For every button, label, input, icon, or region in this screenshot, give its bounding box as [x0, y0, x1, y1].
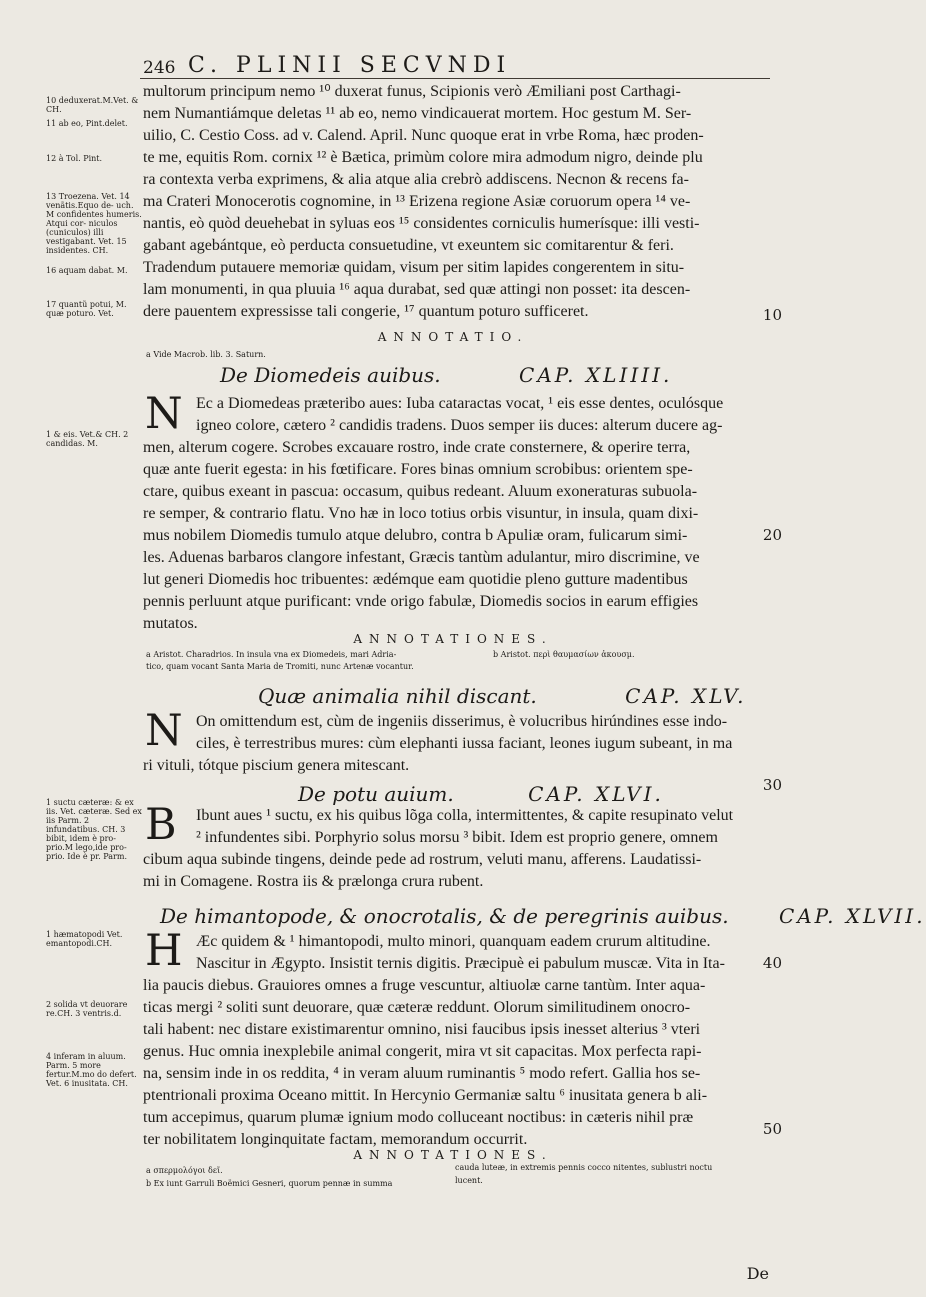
- text-line: nantis, eò quòd deuehebat in syluas eos ¹⁵ considentes corniculis humerísque: illi vesti-: [143, 215, 700, 232]
- text-line: mutatos.: [143, 615, 198, 632]
- text-line: ctare, quibus exeant in pascua: occasum, quibus redeant. Aluum exoneraturas subuola-: [143, 483, 698, 500]
- drop-cap: H: [145, 926, 183, 976]
- margin-note: 17 quantũ potui, M. quæ poturo. Vet.: [46, 300, 127, 318]
- annotationes-heading: ANNOTATIONES.: [353, 632, 553, 646]
- text-line: Æc quidem & ¹ himantopodi, multo minori, quanquam eadem crurum altitudine.: [196, 933, 711, 950]
- annotation-note: lucent.: [455, 1176, 483, 1185]
- annotation-note: b Aristot. περὶ θαυμασίων ἀκουσμ.: [493, 650, 635, 659]
- annotation-note: cauda luteæ, in extremis pennis cocco nitentes, sublustri noctu: [455, 1163, 713, 1172]
- chapter-number: CAP. XLV.: [625, 684, 747, 708]
- margin-note: 1 & eis. Vet.& CH. 2 candidas. M.: [46, 430, 129, 448]
- text-line: cibum aqua subinde tingens, deinde pede ad rostrum, veluti manu, afferens. Laudatissi-: [143, 851, 702, 868]
- margin-note: 4 inferam in aluum. Parm. 5 more fertur.M.mo do defert. Vet. 6 inusitata. CH.: [46, 1052, 137, 1088]
- text-line: ter nobilitatem longinquitate factam, memorandum occurrit.: [143, 1131, 528, 1148]
- drop-cap: B: [145, 800, 177, 850]
- chapter-title: [298, 782, 664, 806]
- text-line: Ibunt aues ¹ suctu, ex his quibus lõga colla, intermittentes, & capite resupinato velut: [196, 807, 734, 824]
- text-line: men, alterum cogere. Scrobes excauare rostro, inde crate consternere, & operire terra,: [143, 439, 691, 456]
- running-head: C. PLINII SECVNDI: [188, 53, 512, 78]
- chapter-number: CAP. XLIIII.: [519, 363, 673, 387]
- drop-cap: N: [145, 706, 183, 756]
- text-line: quæ ante fuerit egesta: in his fœtificare. Fores binas omnium scrobibus: orientem spe-: [143, 461, 693, 478]
- text-line: tali habent: nec distare existimarentur omnino, nisi faucibus ipsis inesset alterius ³ vteri: [143, 1021, 701, 1038]
- line-number: 40: [762, 954, 782, 972]
- text-line: gabant agebántque, eò perducta consuetudine, vt exeuntem sic comitarentur & feri.: [143, 237, 674, 254]
- chapter-title-text: De Diomedeis auibus.: [220, 363, 441, 387]
- header-rule: [140, 78, 770, 79]
- line-number: 10: [762, 306, 782, 324]
- text-line: igneo colore, cætero ² candidis tradens. Duos semper iis duces: alterum ducere ag-: [196, 417, 723, 434]
- text-line: tum accepimus, quarum plumæ ignium modo colluceant noctibus: in cæteris nihil præ: [143, 1109, 694, 1126]
- margin-note: 12 à Tol. Pint.: [46, 154, 103, 163]
- text-line: lut generi Diomedis hoc tribuentes: ædémque eam quotidie pleno gutture madentibus: [143, 571, 688, 588]
- margin-note: 16 aquam dabat. M.: [46, 266, 128, 275]
- text-line: ciles, è terrestribus mures: cùm elephanti iussa faciant, leones iugum subeant, in ma: [196, 735, 733, 752]
- text-line: mi in Comagene. Rostra iis & prælonga crura rubent.: [143, 873, 484, 890]
- annotation-note: a Vide Macrob. lib. 3. Saturn.: [146, 350, 266, 359]
- text-line: na, sensim inde in os reddita, ⁴ in veram aluum ruminantis ⁵ modo refert. Gallia hos se-: [143, 1065, 701, 1082]
- catchword: De: [746, 1264, 769, 1283]
- chapter-title: [258, 684, 746, 708]
- margin-note: 10 deduxerat.M.Vet. & CH.: [46, 96, 139, 114]
- chapter-title: [160, 904, 926, 928]
- text-line: uilio, C. Cestio Coss. ad v. Calend. April. Nunc quoque erat in vrbe Roma, hæc proden-: [143, 127, 704, 144]
- text-line: dere pauentem expressisse tali congerie, ¹⁷ quantum poturo sufficeret.: [143, 303, 589, 320]
- text-line: On omittendum est, cùm de ingeniis disserimus, è volucribus hirúndines esse indo-: [196, 713, 728, 730]
- chapter-title-text: De himantopode, & onocrotalis, & de peregrinis auibus.: [160, 904, 729, 928]
- text-line: ² infundentes sibi. Porphyrio solus morsu ³ bibit. Idem est proprio genere, omnem: [196, 829, 718, 846]
- text-line: genus. Huc omnia inexplebile animal congerit, mira vt sit capacitas. Mox perfecta rapi-: [143, 1043, 702, 1060]
- annotation-note: b Ex iunt Garruli Boëmici Gesneri, quorum pennæ in summa: [146, 1179, 393, 1188]
- text-line: re semper, & contrario flatu. Vno hæ in loco totius orbis visuntur, in insula, quam dixi-: [143, 505, 699, 522]
- annotation-note: a Aristot. Charadrios. In insula vna ex Diomedeis, mari Adria-: [146, 650, 397, 659]
- text-line: ptentrionali proxima Oceano mittit. In Hercynio Germaniæ saltu ⁶ inusitata genera b ali-: [143, 1087, 708, 1104]
- annotationes-heading: ANNOTATIONES.: [353, 1148, 553, 1162]
- annotatio-heading: ANNOTATIO.: [377, 330, 529, 344]
- text-line: ri vituli, tótque piscium genera mitescant.: [143, 757, 410, 774]
- drop-cap: N: [145, 389, 183, 439]
- text-line: pennis perluunt atque purificant: vnde origo fabulæ, Diomedis socios in earum effigies: [143, 593, 699, 610]
- margin-note: 11 ab eo, Pint.delet.: [46, 119, 128, 128]
- text-line: ma Crateri Monocerotis cognomine, in ¹³ Erizena regione Asiæ coruorum opera ¹⁴ ve-: [143, 193, 691, 210]
- line-number: 30: [762, 776, 782, 794]
- page-number: 246: [143, 58, 176, 78]
- text-line: ra contexta verba exprimens, & alia atque alia crebrò addiscens. Necnon & recens fa-: [143, 171, 689, 188]
- text-line: nem Numantiámque deletas ¹¹ ab eo, nemo vindicauerat mortem. Hoc gestum M. Ser-: [143, 105, 692, 122]
- margin-note: 13 Troezena. Vet. 14 venãtis.Equo de- uch. M confidentes humeris. Atqui cor- niculos (cuniculos) illi vestigabant. Vet. 15 insidentes. CH.: [46, 192, 142, 255]
- text-line: multorum principum nemo ¹⁰ duxerat funus, Scipionis verò Æmiliani post Carthagi-: [143, 83, 681, 100]
- text-line: les. Aduenas barbaros clangore infestant, Græcis tantùm adulantur, miro discrimine, ve: [143, 549, 700, 566]
- chapter-number: CAP. XLVI.: [528, 782, 664, 806]
- text-line: lia paucis diebus. Grauiores omnes a fruge vescuntur, altiuolæ carne tantùm. Inter aqua-: [143, 977, 706, 994]
- line-number: 50: [762, 1120, 782, 1138]
- line-number: 20: [762, 526, 782, 544]
- text-line: Nascitur in Ægypto. Insistit ternis digitis. Præcipuè ei pabulum muscæ. Vita in Ita-: [196, 955, 725, 972]
- text-line: lam monumenti, in qua pluuia ¹⁶ aqua durabat, sed quæ attingi non posset: ita descen-: [143, 281, 691, 298]
- chapter-title: [220, 363, 672, 387]
- annotation-note: a σπερμολόγοι δεῖ.: [146, 1166, 223, 1175]
- margin-note: 1 hæmatopodi Vet. emantopodi.CH.: [46, 930, 123, 948]
- margin-note: 1 suctu cæteræ: & ex iis. Vet. cæteræ. Sed ex iis Parm. 2 infundatibus. CH. 3 bibit, idem è pro- prio.M lego,ide pro- prio. Ide è pr. Parm.: [46, 798, 142, 861]
- text-line: Tradendum putauere memoriæ quidam, visum per sitim lapides congerentem in situ-: [143, 259, 685, 276]
- margin-note: 2 solida vt deuorare re.CH. 3 ventris.d.: [46, 1000, 128, 1018]
- text-line: ticas mergi ² soliti sunt deuorare, quæ cæteræ reddunt. Olorum similitudinem onocro-: [143, 999, 691, 1016]
- text-line: Ec a Diomedeas præteribo aues: Iuba cataractas vocat, ¹ eis esse dentes, oculósque: [196, 395, 724, 412]
- chapter-number: CAP. XLVII.: [778, 904, 926, 928]
- text-line: mus nobilem Diomedis tumulo atque delubro, contra b Apuliæ oram, fulicarum simi-: [143, 527, 688, 544]
- text-line: te me, equitis Rom. cornix ¹² è Bætica, primùm colore mira admodum nigro, deinde plu: [143, 149, 703, 166]
- chapter-title-text: De potu auium.: [298, 782, 454, 806]
- annotation-note: tico, quam vocant Santa Maria de Tromiti, nunc Artenæ vocantur.: [146, 662, 414, 671]
- chapter-title-text: Quæ animalia nihil discant.: [258, 684, 537, 708]
